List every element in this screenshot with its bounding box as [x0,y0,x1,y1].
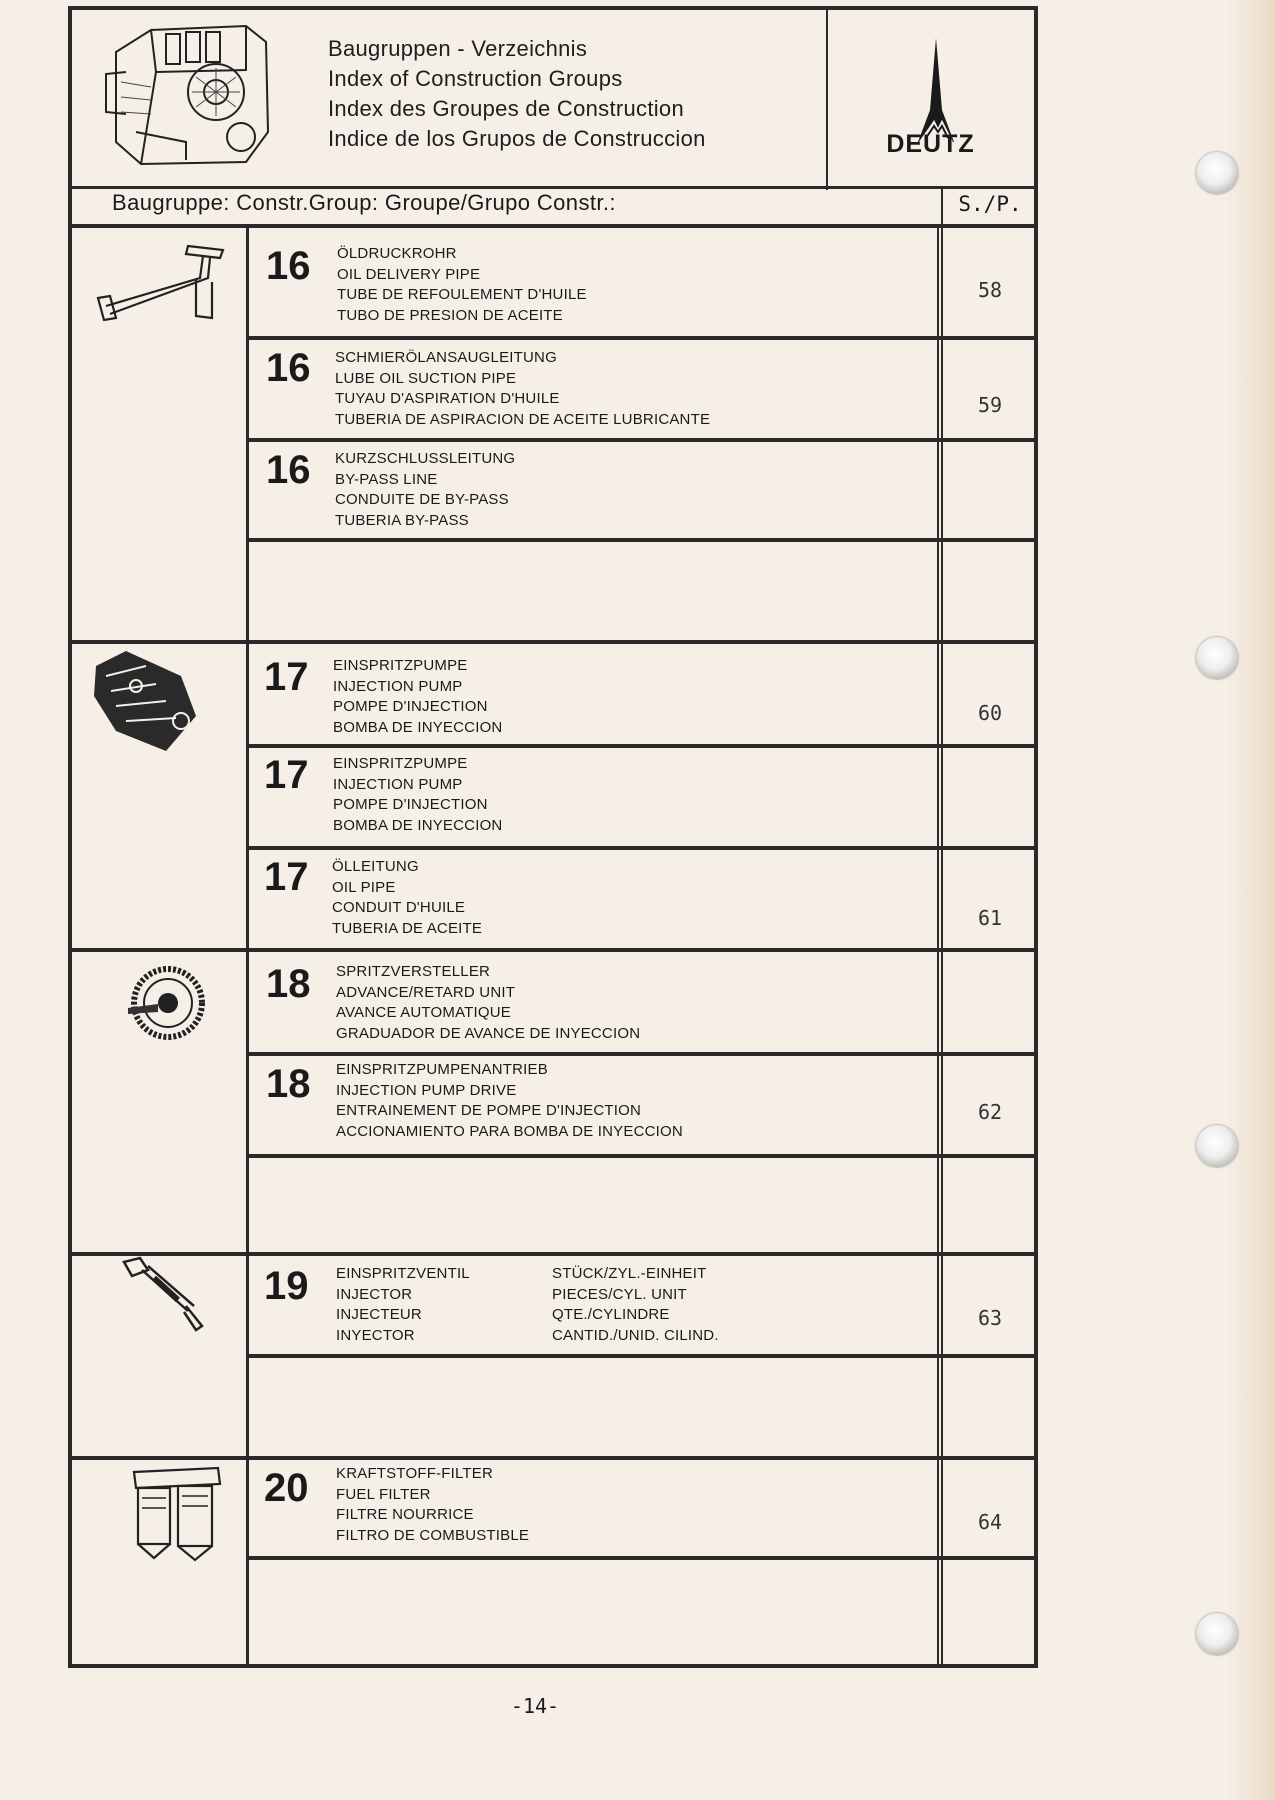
group-description [333,754,502,836]
desc-de: EINSPRITZVENTIL [336,1265,470,1282]
punch-hole [1196,1613,1238,1655]
desc-fr: INJECTEUR [336,1306,422,1323]
row-rule [249,438,1036,442]
desc-de: SPRITZVERSTELLER [336,963,491,980]
group-description [336,962,640,1044]
title-de: Baugruppen - Verzeichnis [328,36,588,61]
group-description [335,449,515,531]
engine-icon [96,12,286,172]
desc-es: TUBO DE PRESION DE ACEITE [337,306,563,324]
row-rule [249,1154,1036,1158]
desc-de: KURZSCHLUSSLEITUNG [335,450,516,467]
desc-es: INYECTOR [336,1326,415,1344]
title-fr: Index des Groupes de Construction [328,96,684,121]
group-number: 16 [266,244,311,288]
punch-hole [1196,152,1238,194]
title-en: Index of Construction Groups [328,66,623,91]
page-column-divider [941,228,943,1666]
page-number: 59 [977,393,1003,417]
desc-fr: TUYAU D'ASPIRATION D'HUILE [335,390,560,407]
desc-es: BOMBA DE INYECCION [333,816,503,834]
header-divider [826,8,828,190]
oil-pipe-icon [88,238,238,328]
group-number: 18 [266,1062,311,1106]
desc-fr: POMPE D'INJECTION [333,796,488,813]
desc-en: BY-PASS LINE [335,470,438,488]
row-rule [249,846,1036,850]
header-rule [70,186,1036,189]
desc-en: LUBE OIL SUCTION PIPE [335,369,517,387]
desc-en: INJECTION PUMP [333,775,463,793]
group-description [332,857,482,939]
group-description [336,1264,470,1346]
section-rule [70,1252,1036,1256]
qty-de: STÜCK/ZYL.-EINHEIT [552,1265,707,1282]
desc-de: ÖLLEITUNG [332,858,419,875]
column-head-divider [941,188,943,228]
desc-de: EINSPRITZPUMPE [333,755,468,772]
column-head-rule [70,224,1036,228]
row-rule [249,1556,1036,1560]
desc-fr: TUBE DE REFOULEMENT D'HUILE [337,286,587,303]
page-number: 64 [977,1510,1003,1534]
page-footer-number: -14- [510,1694,560,1718]
page-number: 60 [977,701,1003,725]
punch-hole [1196,637,1238,679]
quantity-note [552,1264,719,1346]
desc-en: INJECTOR [336,1285,413,1303]
desc-fr: ENTRAINEMENT DE POMPE D'INJECTION [336,1102,642,1119]
page-column-divider [937,228,939,1666]
advance-unit-icon [120,958,210,1048]
desc-fr: CONDUITE DE BY-PASS [335,491,509,508]
section-rule [70,1456,1036,1460]
desc-en: ADVANCE/RETARD UNIT [336,983,516,1001]
group-description [337,244,587,326]
group-number: 16 [266,346,311,390]
page-number: 58 [977,278,1003,302]
group-description [336,1060,683,1142]
page-number: 62 [977,1100,1003,1124]
desc-en: INJECTION PUMP DRIVE [336,1081,517,1099]
image-column-divider [246,228,249,1666]
desc-en: OIL PIPE [332,878,396,896]
row-rule [249,1354,1036,1358]
injector-icon [118,1256,213,1336]
qty-es: CANTID./UNID. CILIND. [552,1326,719,1344]
deutz-logo-text: DEUTZ [886,130,975,158]
desc-fr: FILTRE NOURRICE [336,1506,474,1523]
group-number: 17 [264,753,309,797]
desc-de: EINSPRITZPUMPENANTRIEB [336,1061,548,1078]
row-rule [249,538,1036,542]
desc-de: EINSPRITZPUMPE [333,657,468,674]
desc-en: OIL DELIVERY PIPE [337,265,481,283]
row-rule [249,336,1036,340]
desc-de: ÖLDRUCKROHR [337,245,457,262]
desc-en: INJECTION PUMP [333,677,463,695]
group-number: 16 [266,448,311,492]
section-rule [70,640,1036,644]
desc-es: TUBERIA BY-PASS [335,511,469,529]
page-number: 61 [977,906,1003,930]
desc-es: FILTRO DE COMBUSTIBLE [336,1526,530,1544]
desc-de: KRAFTSTOFF-FILTER [336,1465,494,1482]
group-description [335,348,710,430]
row-rule [249,744,1036,748]
column-head-group: Baugruppe: Constr.Group: Groupe/Grupo Constr.: [112,190,616,215]
group-description [333,656,502,738]
desc-en: FUEL FILTER [336,1485,431,1503]
qty-en: PIECES/CYL. UNIT [552,1285,687,1303]
fuel-filter-icon [128,1462,228,1564]
page-edge [1225,0,1275,1800]
desc-es: TUBERIA DE ASPIRACION DE ACEITE LUBRICANTE [335,410,711,428]
qty-fr: QTE./CYLINDRE [552,1306,670,1323]
title-es: Indice de los Grupos de Construccion [328,126,706,151]
desc-es: GRADUADOR DE AVANCE DE INYECCION [336,1024,641,1042]
desc-es: BOMBA DE INYECCION [333,718,503,736]
page-number: 63 [977,1306,1003,1330]
group-number: 17 [264,855,309,899]
group-description [336,1464,529,1546]
desc-de: SCHMIERÖLANSAUGLEITUNG [335,349,557,366]
desc-fr: AVANCE AUTOMATIQUE [336,1004,512,1021]
desc-es: TUBERIA DE ACEITE [332,919,483,937]
desc-es: ACCIONAMIENTO PARA BOMBA DE INYECCION [336,1122,683,1140]
group-number: 19 [264,1264,309,1308]
punch-hole [1196,1125,1238,1167]
desc-fr: POMPE D'INJECTION [333,698,488,715]
header-titles [328,34,706,154]
desc-fr: CONDUIT D'HUILE [332,899,466,916]
group-number: 20 [264,1466,309,1510]
group-number: 17 [264,655,309,699]
injection-pump-icon [86,646,216,756]
group-number: 18 [266,962,311,1006]
row-rule [249,1052,1036,1056]
section-rule [70,948,1036,952]
column-head-page: S./P. [958,192,1022,216]
